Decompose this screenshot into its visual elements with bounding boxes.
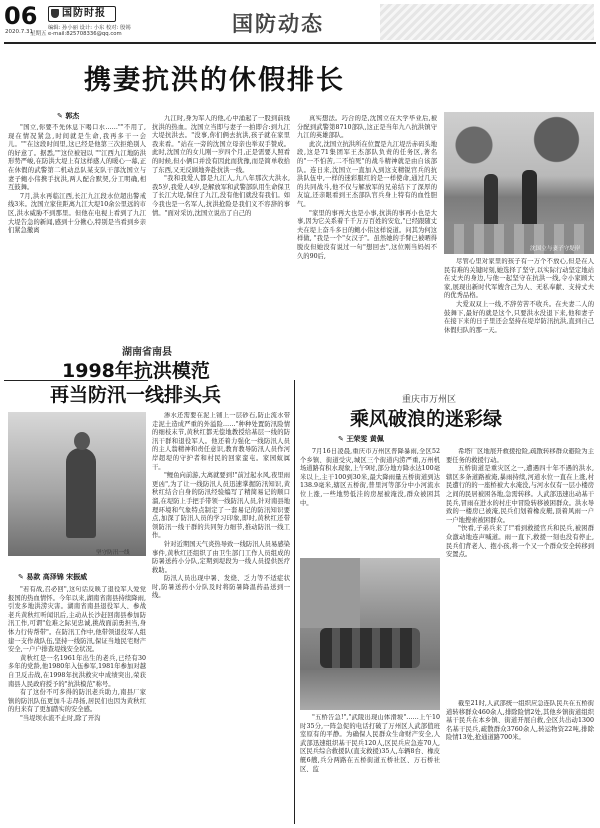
pen-icon: ✎: [57, 112, 63, 120]
article1-photo: [444, 112, 594, 254]
article3-title: 乘风破浪的迷彩绿: [350, 408, 503, 430]
article1-column-1: [8, 124, 146, 270]
header-ornament: [380, 4, 594, 40]
paragraph: 截至21时,人武部统一组织应急连队民兵在五桥街道转移群众460余人,排除险情2处,其他乡镇街道组织基干民兵在本乡镇、街道开展自救,全区共出动1300名基干民兵,疏散群众3760余人,转运物资22吨,排除险情13处,抢通道路700米。: [446, 700, 594, 742]
column-divider: [294, 380, 295, 824]
photo-figures: [522, 170, 537, 226]
issue-weekday: 星期五: [30, 31, 47, 37]
paragraph: "快看,子弟兵来了!"看到救援官兵和民兵,被困群众激动地连声喊道。雨一直下,救援一刻也没有停止,民兵们背老人、抱小孩,将一个又一个群众安全转移到安置点。: [446, 525, 594, 559]
paragraph: 渗水还需要在泥上铺上一层砂石,防止流水带走泥土造成严重的外溢险……"种种处置防汛险情的细枝末节,黄秋红都无偿地教授给基层一线的防汛干群和退役军人。他还着力强化一线防汛人员的主人翁精神和责任意识,教育教导防汛人员作河岸超堤的守护者和村民的回家蛮屯。家园蚁属干。: [152, 412, 290, 471]
article1-byline: [57, 111, 79, 121]
paragraph: 尽管心里对家里的孩子有一万个不放心,但是在人民有难的关键时刻,她选择了坚守,以实际行动坚定地站在丈夫的身边,与他一起坚守在抗洪一线,令小家顾大家,展现出新时代军嫂含己为人、无私奉献、支持丈夫的优秀品格。: [444, 258, 594, 300]
staff-credits: 编辑: 孙小丽 设计: 小东 校对: 殷锡: [48, 25, 131, 31]
masthead-logo: [48, 6, 116, 22]
article2-column-1: [8, 586, 146, 824]
paragraph: "当堤坝水流不止时,除了开沟: [20, 714, 101, 722]
paragraph: "国立,你要不先休息下喝口水……""不用了,现在情况紧急,时间就是生命,我再多干一会儿。""在这段时间里,这已经是他第三次拒绝别人的好意了。据悉,""这位被冠以 ""江西九江地防洪形势严峻,在防洪大堤上有这样感人的暖心一幕,正在休假的武警第二机动总队某支队干部沈国立与妻子鲍小伟携手抗洪,两人配合默契,分工明确,相互鼓舞。: [8, 124, 146, 192]
paragraph: 希塔厂区地展开救援抢险,疏散转移群众避险为主要任务的救援行动。: [446, 448, 594, 464]
article3-column-3: [446, 448, 594, 698]
paragraph: 针对近期国天气炎热导致一线防汛人员易感染事件,黄秋红还组织了由卫生部门工作人员组成的防暑送药小分队,定期到堤段为一线人员提供医疗救助。: [152, 540, 290, 574]
article1-photo-caption: 沈国立与妻子守堤岸: [530, 246, 581, 252]
section-title: 国防动态: [232, 12, 324, 36]
article1-title: 携妻抗洪的休假排长: [84, 65, 345, 96]
photo-trees: [444, 112, 594, 167]
paragraph: 大爱双双上一线,不辞劳苦不收兵。在夫妻二人的鼓舞下,最好的就是这个,只要洪水没退下来,他和妻子在接下来的日子里还会坚持在堤岸防汛抗洪,直到自己休假归队的那一天。: [444, 300, 594, 334]
article2-kicker: 湖南省南县: [122, 347, 172, 358]
article2-title-line2: 再当防汛一线排头兵: [50, 384, 222, 406]
article2-author: 易款 高泽锦 宋振威: [26, 573, 88, 581]
paragraph: "五桥告急!","武陵出现山体滑坡"……上午10时35分,一阵急促的电话打破了万州区人武部值班室原有的平静。为确保人民群众生命财产安全,人武部迅速组织基干民兵120人,区民兵应急连70人,区民兵综合救援队(直支救援)35人,车辆8台、橡皮艇6艘,兵分两路在五桥街道五桥社区、万石桥社区、监: [300, 714, 440, 773]
article3-byline: [338, 434, 384, 444]
shield-icon: [51, 9, 59, 18]
photo-figures: [66, 448, 96, 538]
article2-column-2: [152, 412, 290, 824]
pen-icon: ✎: [338, 435, 344, 443]
masthead-name: 国防时报: [62, 8, 106, 19]
paragraph: 有了这份不可多得的防汛老兵助力,南县厂家镇的防汛队伍更加斗志昂扬,居民们也因为黄秋红的归来有了更加踏实的安全感。: [8, 689, 146, 714]
photo-floodwater: [300, 670, 440, 710]
article1-column-3: [297, 115, 437, 375]
contact-email: e-mail:825708336@qq.com: [48, 31, 122, 37]
article2-byline: [18, 572, 87, 582]
article2-title-line1: 1998年抗洪模范: [62, 360, 210, 382]
article3-photo: [300, 558, 440, 710]
paragraph: 7月,洪水再临江西,长江九江段水位超出警戒线3米。沈国立家住距离九江大堤10余公里远的市区,洪水威胁不到那里。但他在电视上看到了九江大堤告急的新闻,感到十分揪心,特别是当看到乡亲们紧急撤离: [8, 192, 146, 235]
paragraph: 防汛人员出现中暑、发烧、乏力等不适症状时,防暑送药小分队及时将防暑降温药品送到一线。: [152, 575, 290, 600]
article1-author: 郭杰: [65, 112, 80, 120]
photo-figures: [320, 628, 420, 668]
article3-column-4: [446, 700, 594, 824]
article3-column-1: [300, 448, 440, 558]
article2-photo-caption: 坚守防汛一线: [96, 550, 130, 556]
paragraph: "鲤鱼向前游,大离就要到!"前过起水风,夜里雨更凶",为了让一线防汛人员迅速掌握防汛知识,黄秋红结合自身的防汛经验编写了精简易记的顺口溜,在堤防上手把手带领一线防汛人员,针对南县地理环境和气象特点制定了一套易记的防汛知识要点,加深了防汛人员的学习印象,即时,黄秋红还带领防汛一线干群的共同努力细节,推动防汛一线工作。: [152, 472, 290, 540]
photo-building: [300, 558, 360, 628]
paragraph: 九江时,身为军人的他,心中涌起了一股到前线抗洪的热血。沈国立当即与妻子一拍即合:到九江大堤抗洪去。"没事,你们俩去抗洪,孩子就在家里我来看。"站在一旁的沈国立母亲也举双手赞成。此时,沈国立的女儿刚一岁四个月,正是需要人照看的时候,但小俩口并没有因此而犹豫,而是简单收拾了东西,又无反顾地奔赴抗洪一线。: [152, 115, 290, 174]
article1-column-4: [444, 258, 594, 378]
article3-column-2: [300, 714, 440, 824]
paragraph: 此次,沈国立抗洪所在位置是九江堤岳赤码头地段,这是71集团军王杰部队负责的任务区,著名的"一不怕苦,二不怕死"的战斗精神就是由自该部队。连日来,沈国立一直加入到这支精锐官兵的抗洪队伍中,一样的迷彩服红的是一样使命,通过几天的共同战斗,他不仅与解放军的兄弟结下了深厚的友谊,还亲眼看到王杰部队官兵身上特有的血性胆气。: [297, 140, 437, 208]
paragraph: 黄秋红是一名1961年出生的老兵,已经有30多年的党龄,他1980年入伍参军,1981年参加对越自卫反击战,在1998年抗洪救灾中成绩突出,荣获南县人民政府授予的"抗洪模范"称号。: [8, 654, 146, 688]
page-number: 06: [4, 2, 38, 30]
section-banner: [222, 5, 352, 39]
article1-column-2: [152, 115, 290, 338]
photo-figures: [74, 432, 90, 450]
photo-figures: [484, 174, 498, 226]
article2-photo: [8, 412, 146, 556]
paragraph: 五桥街道是重灾区之一,遭遇四十年不遇的洪水,辖区多条道路被淹,暴雨持续,河道水位一直在上涨,村民遭行的的一座桥被大水淹没,与河水仅有一层小楼房之间的民居被困各地,急需转移。人武部迅速出动基干民兵,冒雨在进水的村庄中冒险转移被困群众。洪水导致的一楼房已被淹,民兵们划着橡皮艇,顶着风雨一户一户地搜索被困群众。: [446, 465, 594, 524]
paragraph: "家里的事再大也是小事,抗洪的事再小也是大事,因为它关系着千千万万百姓的安危,"已经跟随丈夫在堤上奋斗多日的鲍小伟这样说道。问其为何这样做, "我是一个"女汉子"。虽然她的手臂已被晒得脱皮但她没有说过一句"想回去",这位刚当妈妈不久的90后,: [297, 209, 437, 260]
article3-kicker: 重庆市万州区: [402, 395, 457, 405]
paragraph: 7月16日凌晨,重庆市万州区普降暴雨,全区52个乡镇、街道受灾,城区三个街道内涝严重,万州机场道路有积水现象,上午9时,部分地方降水达100毫米以上,主干100到30米,最大降雨量五桥街道到达138.9毫米,辖区五桥街,普里河等部分中小河流水位上涨,一些地势低洼的房屋被淹没,群众被困其中。: [300, 448, 440, 507]
header-rule: [4, 42, 596, 44]
issue-date: 2020.7.31: [5, 29, 33, 35]
pen-icon: ✎: [18, 573, 24, 581]
article3-author: 王荣雯 黄佩: [346, 435, 384, 443]
paragraph: 真实想法。巧合的是,沈国立在大学毕业后,被分配到武警第8710部队,这正是当年九八抗洪镇守九江的英雄部队。: [297, 115, 437, 140]
paragraph: "若有战,召必回",这句话反映了退役军人爱党报国的热血情怀。今年以来,湖南省南县持续降雨,引发多地洪涝灾害。湖南省南县退役军人、参战老兵黄秋红听闻讯后,主动从长沙赶回南县参加防汛工作,可谓"危难之际见忠诚,挑战面前勇担当,身体力行传帮带"。在防汛工作中,他带领退役军人组建一支作战队伍,坚持一线防汛,保证当地民宅财产安全,一户户排查堤线安全状况。: [8, 586, 146, 654]
paragraph: "我和我爱人都是九江人,九八年那次大洪水,我5岁,我爱人4岁,是解放军和武警部队用生命保卫了长江大堤,保住了九江,没有他们就没有我们。如今我也是一名军人,抗洪抢险是我们义不容辞的事情。"面对采访,沈国立说出了自己的: [152, 175, 290, 217]
